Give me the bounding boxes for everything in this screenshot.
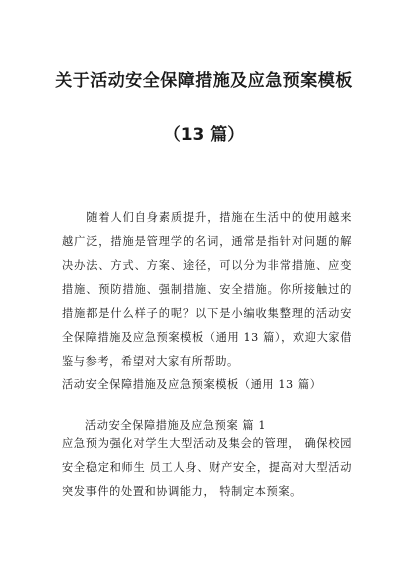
intro-text: 随着人们自身素质提升，措施在生活中的使用越来越广泛，措施是管理学的名词，通常是指针对问题的解决办法、方式、方案、途径，可以分为非常措施、应变措施、预防措施、强制措施、安全措施。你所接触过的措施都是什么样子的呢？以下是小编收集整理的活动安全保障措施及应急预案模板（通用 13 篇），欢迎大家借鉴与参考，希望对大家有所帮助。	[62, 211, 352, 368]
document-subtitle: （13 篇）	[163, 125, 245, 145]
document-title: 关于活动安全保障措施及应急预案模板	[55, 71, 353, 91]
article-title: 活动安全保障措施及应急预案 篇 1	[85, 419, 267, 432]
article-body-paragraph	[62, 432, 352, 504]
section-title: 活动安全保障措施及应急预案模板（通用 13 篇）	[62, 378, 322, 391]
intro-paragraph	[62, 206, 352, 374]
article-body-text: 应急预为强化对学生大型活动及集会的管理， 确保校园安全稳定和师生 员工人身、财产安全，提高对大型活动突发事件的处置和协调能力， 特制定本预案。	[62, 437, 352, 498]
